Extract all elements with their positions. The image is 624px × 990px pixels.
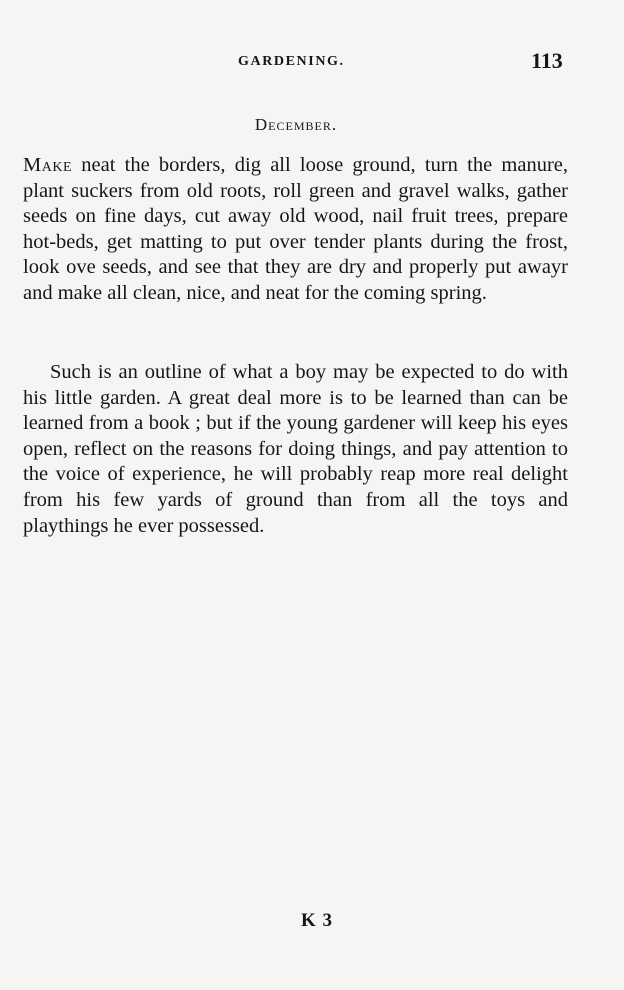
running-head <box>0 48 624 76</box>
page-number: 113 <box>531 48 563 73</box>
paragraph-1-text: neat the borders, dig all loose ground, turn the manure, plant suckers from old roots, roll green and gravel walks, gather seeds on fine days, cut away old wood, nail fruit trees, prepare hot-beds, get matting to put over tender plants during the frost, look ove seeds, and see that they are dry and properly put awayr and make all clean, nice, and neat for the coming spring. <box>23 154 569 304</box>
running-title: GARDENING. <box>238 54 345 69</box>
paragraph-1-lead-word: Make <box>23 154 73 176</box>
section-heading: December. <box>254 115 338 134</box>
paragraph-1 <box>23 153 568 307</box>
signature-mark: K 3 <box>300 910 334 931</box>
paragraph-2: Such is an outline of what a boy may be expected to do with his little garden. A great deal more is to be learned than can be learned from a book ; but if the young gardener will keep his eyes open, reflect on the reasons for doing things, and pay attention to the voice of experience, he will probably reap more real delight from his few yards of ground than from all the toys and playthings he ever possessed. <box>23 361 568 537</box>
